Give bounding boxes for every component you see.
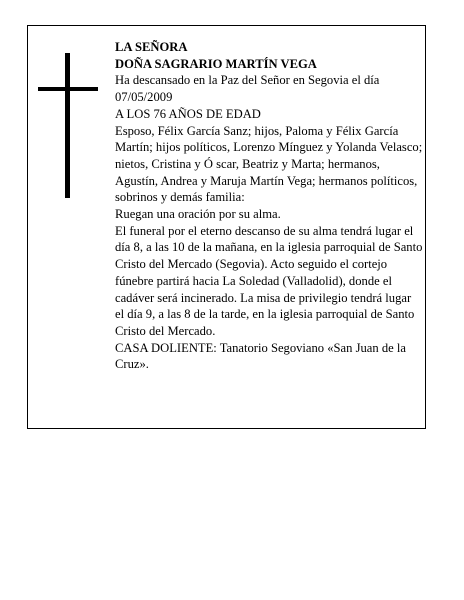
age-line: A LOS 76 AÑOS DE EDAD [115, 106, 261, 121]
mourning-house: CASA DOLIENTE: Tanatorio Segoviano «San Juan de la Cruz». [115, 340, 406, 372]
obituary-text [115, 39, 423, 373]
deceased-name: DOÑA SAGRARIO MARTÍN VEGA [115, 56, 317, 71]
latin-cross-icon [38, 53, 98, 198]
prayer-request: Ruegan una oración por su alma. [115, 207, 281, 222]
cross-horizontal-bar [38, 87, 98, 91]
death-announcement: Ha descansado en la Paz del Señor en Segovia el día 07/05/2009 [115, 73, 380, 105]
family-list: Esposo, Félix García Sanz; hijos, Paloma y Félix García Martín; hijos políticos, Lorenzo Mínguez y Yolanda Velasco; nietos, Cristina y Ó scar, Beatriz y Marta; hermanos, Agustín, Andrea y Maruja Martín Vega; hermanos políticos, sobrinos y demás familia: [115, 123, 423, 205]
cross-vertical-bar [65, 53, 70, 198]
funeral-details: El funeral por el eterno descanso de su alma tendrá lugar el día 8, a las 10 de la mañana, en la iglesia parroquial de Santo Cristo del Mercado (Segovia). Acto seguido el cortejo fúnebre partirá hacia La Soledad (Valladolid), donde el cadáver será incinerado. La misa de privilegio tendrá lugar el día 9, a las 8 de la tarde, en la iglesia parroquial de Santo Cristo del Mercado. [115, 223, 423, 338]
obituary-title: LA SEÑORA [115, 40, 188, 54]
